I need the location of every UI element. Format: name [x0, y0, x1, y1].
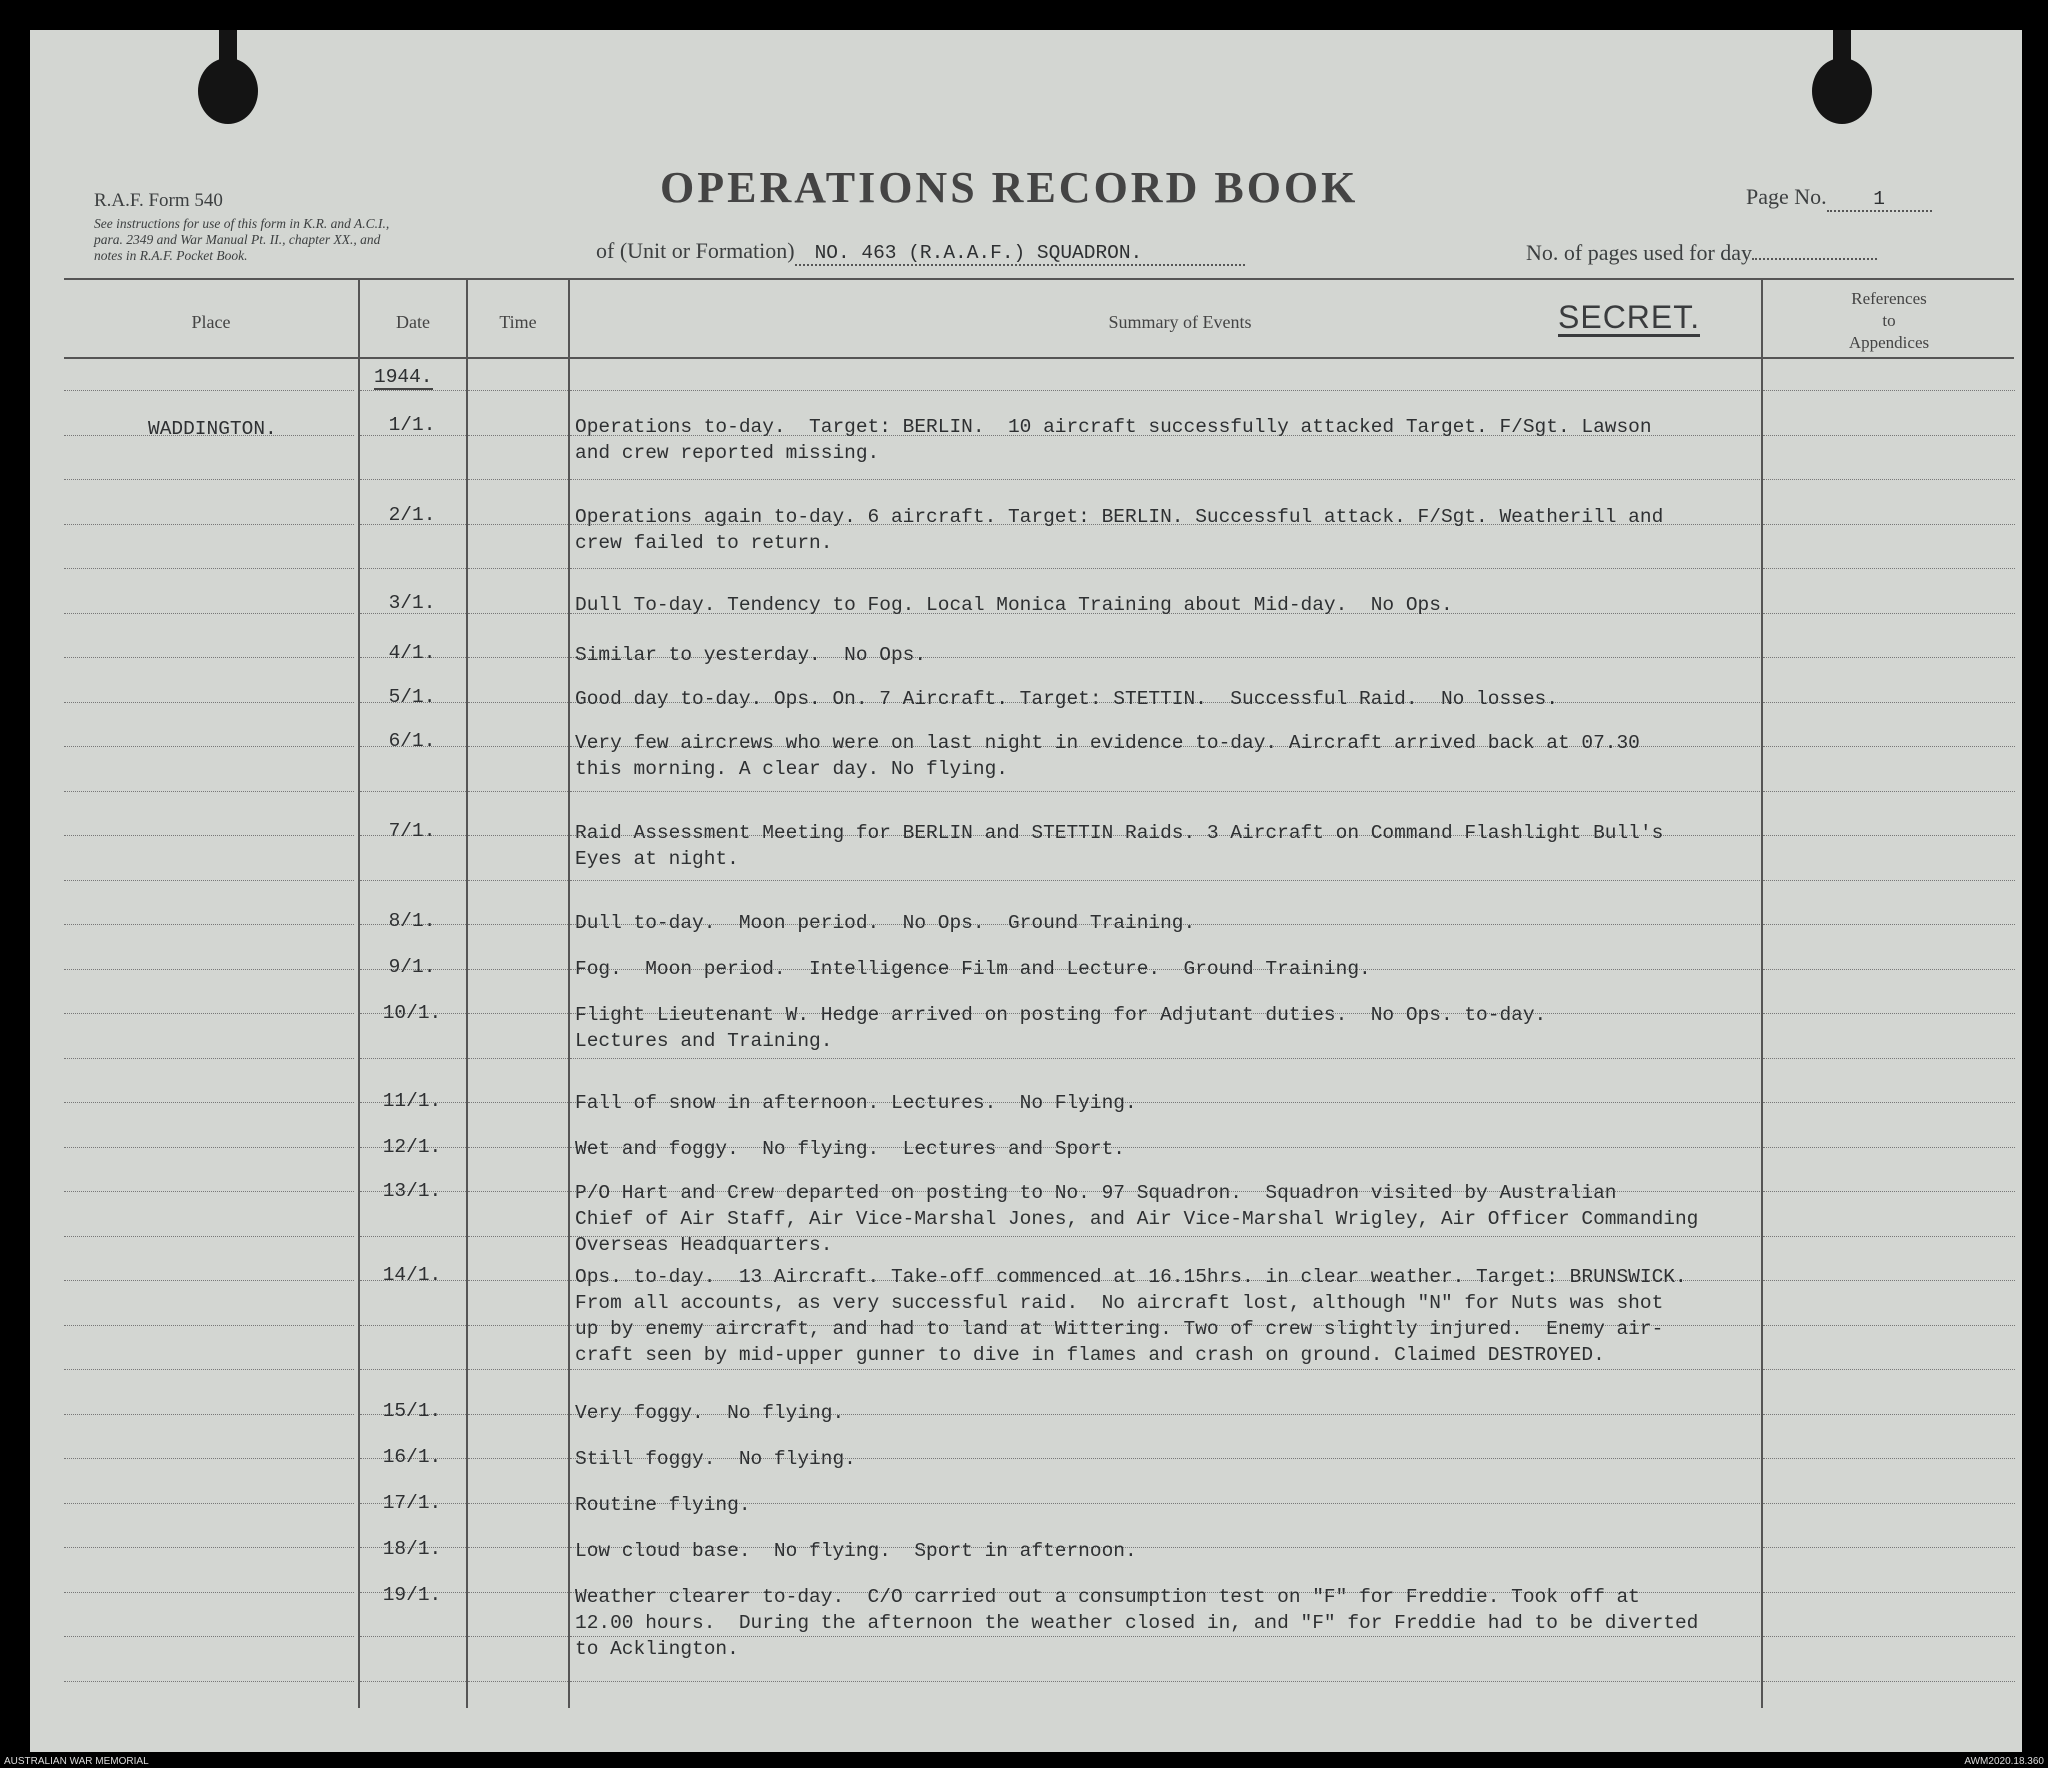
ruled-line [468, 1414, 568, 1415]
ruled-line [570, 568, 1760, 569]
entry-date: 3/1. [388, 592, 436, 614]
entry-date: 15/1. [382, 1400, 442, 1422]
entry-summary: Good day to-day. Ops. On. 7 Aircraft. Target: STETTIN. Successful Raid. No losses. [575, 688, 1558, 710]
form-sheet [30, 30, 2022, 1752]
ruled-line [1763, 390, 2015, 391]
ruled-line [360, 1236, 466, 1237]
entry-summary: Operations to-day. Target: BERLIN. 10 aircraft successfully attacked Target. F/Sgt. Lawson and crew reported missing. [575, 416, 1652, 464]
ruled-line [570, 791, 1760, 792]
ruled-line [1763, 568, 2015, 569]
ruled-line [468, 1236, 568, 1237]
ruled-line [468, 1503, 568, 1504]
entry-date: 19/1. [382, 1584, 442, 1606]
ruled-line [360, 1058, 466, 1059]
ruled-line [64, 390, 354, 391]
ruled-line [468, 880, 568, 881]
pages-used-value [1752, 238, 1877, 260]
ruled-line [468, 924, 568, 925]
unit-label: of (Unit or Formation) [596, 238, 795, 263]
ruled-line [64, 791, 354, 792]
ruled-line [360, 390, 466, 391]
ruled-line [64, 1681, 354, 1682]
unit-value: NO. 463 (R.A.A.F.) SQUADRON. [795, 242, 1245, 266]
entry-summary: Raid Assessment Meeting for BERLIN and STETTIN Raids. 3 Aircraft on Command Flashlight Bull's Eyes at night. [575, 822, 1664, 870]
ruled-line [468, 969, 568, 970]
ruled-line [468, 1369, 568, 1370]
ruled-line [468, 435, 568, 436]
ruled-line [1763, 791, 2015, 792]
ruled-line [468, 657, 568, 658]
entry-date: 16/1. [382, 1446, 442, 1468]
ruled-line [64, 524, 354, 525]
ruled-line [64, 1191, 354, 1192]
ruled-line [360, 1681, 466, 1682]
ruled-line [468, 1191, 568, 1192]
ruled-line [360, 791, 466, 792]
entry-summary: Routine flying. [575, 1494, 751, 1516]
ruled-line [360, 568, 466, 569]
entry-date: 17/1. [382, 1492, 442, 1514]
year-label: 1944. [374, 366, 433, 388]
ruled-line [64, 702, 354, 703]
ruled-line [570, 1681, 1760, 1682]
table-top-rule [64, 278, 2014, 280]
entry-summary: Similar to yesterday. No Ops. [575, 644, 927, 666]
ruled-line [468, 1592, 568, 1593]
ruled-line [468, 1458, 568, 1459]
entry-summary: Flight Lieutenant W. Hedge arrived on posting for Adjutant duties. No Ops. to-day. Lectures and Training. [575, 1004, 1547, 1052]
ruled-line [570, 880, 1760, 881]
ruled-line [64, 1369, 354, 1370]
page-number-label: Page No. [1746, 184, 1827, 209]
unit-field [596, 238, 1245, 266]
ruled-line [570, 390, 1760, 391]
punch-hole-left-slot [219, 30, 237, 68]
ruled-line [64, 1592, 354, 1593]
ruled-line [360, 1325, 466, 1326]
entry-date: 11/1. [382, 1090, 442, 1112]
entry-summary: Still foggy. No flying. [575, 1448, 856, 1470]
entry-date: 4/1. [388, 642, 436, 664]
entry-summary: Ops. to-day. 13 Aircraft. Take-off commenced at 16.15hrs. in clear weather. Target: BRUNSWICK. From all accounts, as very successful raid. No aircraft lost, although "N" for Nuts was shot up by enemy aircraft, and had to land at Wittering. Two of crew slightly injured. Enemy air- craft seen by mid-upper gunner to dive in flames and crash on ground. Claimed DESTROYED. [575, 1266, 1687, 1366]
entry-date: 5/1. [388, 686, 436, 708]
ruled-line [468, 702, 568, 703]
pages-used-label: No. of pages used for day [1526, 240, 1753, 265]
entry-date: 18/1. [382, 1538, 442, 1560]
ruled-line [468, 390, 568, 391]
entry-summary: Weather clearer to-day. C/O carried out a consumption test on "F" for Freddie. Took off at 12.00 hours. During the afternoon the weather closed in, and "F" for Freddie had to be diverted to Acklington. [575, 1586, 1699, 1660]
entry-date: 9/1. [388, 956, 436, 978]
ruled-line [64, 969, 354, 970]
entry-summary: Very few aircrews who were on last night in evidence to-day. Aircraft arrived back at 07.30 this morning. A clear day. No flying. [575, 732, 1640, 780]
ruled-line [64, 746, 354, 747]
ruled-line [468, 1102, 568, 1103]
pages-used-field [1526, 238, 1877, 266]
entry-date: 6/1. [388, 730, 436, 752]
col-header-references: References to Appendices [1848, 289, 1930, 352]
ruled-line [1763, 880, 2015, 881]
entry-summary: P/O Hart and Crew departed on posting to No. 97 Squadron. Squadron visited by Australian Chief of Air Staff, Air Vice-Marshal Jones, and Air Vice-Marshal Wrigley, Air Officer Commanding Overseas Headquarters. [575, 1182, 1699, 1256]
page-number-value: 1 [1827, 188, 1932, 212]
ruled-line [1763, 1058, 2015, 1059]
ruled-line [1763, 1369, 2015, 1370]
ruled-line [570, 479, 1760, 480]
entry-summary: Dull to-day. Moon period. No Ops. Ground Training. [575, 912, 1196, 934]
ruled-line [468, 791, 568, 792]
ruled-line [570, 1369, 1760, 1370]
ruled-line [468, 1681, 568, 1682]
entry-date: 1/1. [388, 414, 436, 436]
ruled-line [360, 479, 466, 480]
page-title: OPERATIONS RECORD BOOK [660, 163, 1359, 212]
ruled-line [468, 1547, 568, 1548]
ruled-line [468, 1325, 568, 1326]
ruled-line [64, 880, 354, 881]
ruled-line [360, 880, 466, 881]
place-name: WADDINGTON. [148, 418, 277, 440]
ruled-line [468, 835, 568, 836]
secret-stamp: SECRET. [1558, 299, 1701, 335]
form-instructions: See instructions for use of this form in K.R. and A.C.I., para. 2349 and War Manual Pt. II., chapter XX., and notes in R.A.F. Pocket Book. [94, 216, 390, 263]
ruled-line [64, 1414, 354, 1415]
ruled-line [64, 1636, 354, 1637]
ruled-line [64, 1458, 354, 1459]
ruled-line [570, 1058, 1760, 1059]
entry-summary: Low cloud base. No flying. Sport in afternoon. [575, 1540, 1137, 1562]
entry-date: 14/1. [382, 1264, 442, 1286]
ruled-line [468, 568, 568, 569]
ruled-line [64, 568, 354, 569]
entry-date: 12/1. [382, 1136, 442, 1158]
ruled-line [64, 1147, 354, 1148]
col-divider-time [568, 278, 570, 1708]
form-number: R.A.F. Form 540 [94, 190, 223, 211]
col-header-date: Date [396, 312, 430, 332]
entry-date: 2/1. [388, 504, 436, 526]
header-bottom-rule [64, 357, 2014, 359]
footer-credit: AUSTRALIAN WAR MEMORIAL [4, 1756, 149, 1767]
ruled-line [64, 835, 354, 836]
ruled-line [468, 479, 568, 480]
ruled-line [64, 1236, 354, 1237]
ruled-line [1763, 479, 2015, 480]
entry-date: 8/1. [388, 910, 436, 932]
ruled-line [468, 1058, 568, 1059]
ruled-line [468, 1280, 568, 1281]
ruled-line [64, 1503, 354, 1504]
entry-date: 7/1. [388, 820, 436, 842]
ruled-line [64, 1013, 354, 1014]
ruled-line [468, 746, 568, 747]
entry-date: 13/1. [382, 1180, 442, 1202]
punch-hole-right-slot [1833, 30, 1851, 68]
ruled-line [468, 1147, 568, 1148]
ruled-line [468, 524, 568, 525]
ruled-line [64, 657, 354, 658]
ruled-line [468, 613, 568, 614]
ruled-line [1763, 1681, 2015, 1682]
entry-summary: Dull To-day. Tendency to Fog. Local Monica Training about Mid-day. No Ops. [575, 594, 1453, 616]
ruled-line [64, 1280, 354, 1281]
entry-summary: Fog. Moon period. Intelligence Film and Lecture. Ground Training. [575, 958, 1371, 980]
footer-accession: AWM2020.18.360 [1964, 1756, 2044, 1767]
page-number-field [1746, 184, 1932, 212]
entry-summary: Fall of snow in afternoon. Lectures. No Flying. [575, 1092, 1137, 1114]
ruled-line [64, 613, 354, 614]
ruled-line [64, 1102, 354, 1103]
ruled-line [468, 1013, 568, 1014]
ruled-line [64, 479, 354, 480]
ruled-line [64, 1325, 354, 1326]
entry-summary: Wet and foggy. No flying. Lectures and Sport. [575, 1138, 1125, 1160]
entry-summary: Operations again to-day. 6 aircraft. Target: BERLIN. Successful attack. F/Sgt. Weatherill and crew failed to return. [575, 506, 1664, 554]
entry-summary: Very foggy. No flying. [575, 1402, 845, 1424]
col-header-place: Place [191, 312, 231, 332]
col-header-time: Time [499, 312, 537, 332]
col-header-summary: Summary of Events [1108, 312, 1252, 332]
ruled-line [64, 1058, 354, 1059]
ruled-line [64, 924, 354, 925]
entry-date: 10/1. [382, 1002, 442, 1024]
ruled-line [64, 1547, 354, 1548]
ruled-line [468, 1636, 568, 1637]
ruled-line [360, 1369, 466, 1370]
ruled-line [360, 1636, 466, 1637]
